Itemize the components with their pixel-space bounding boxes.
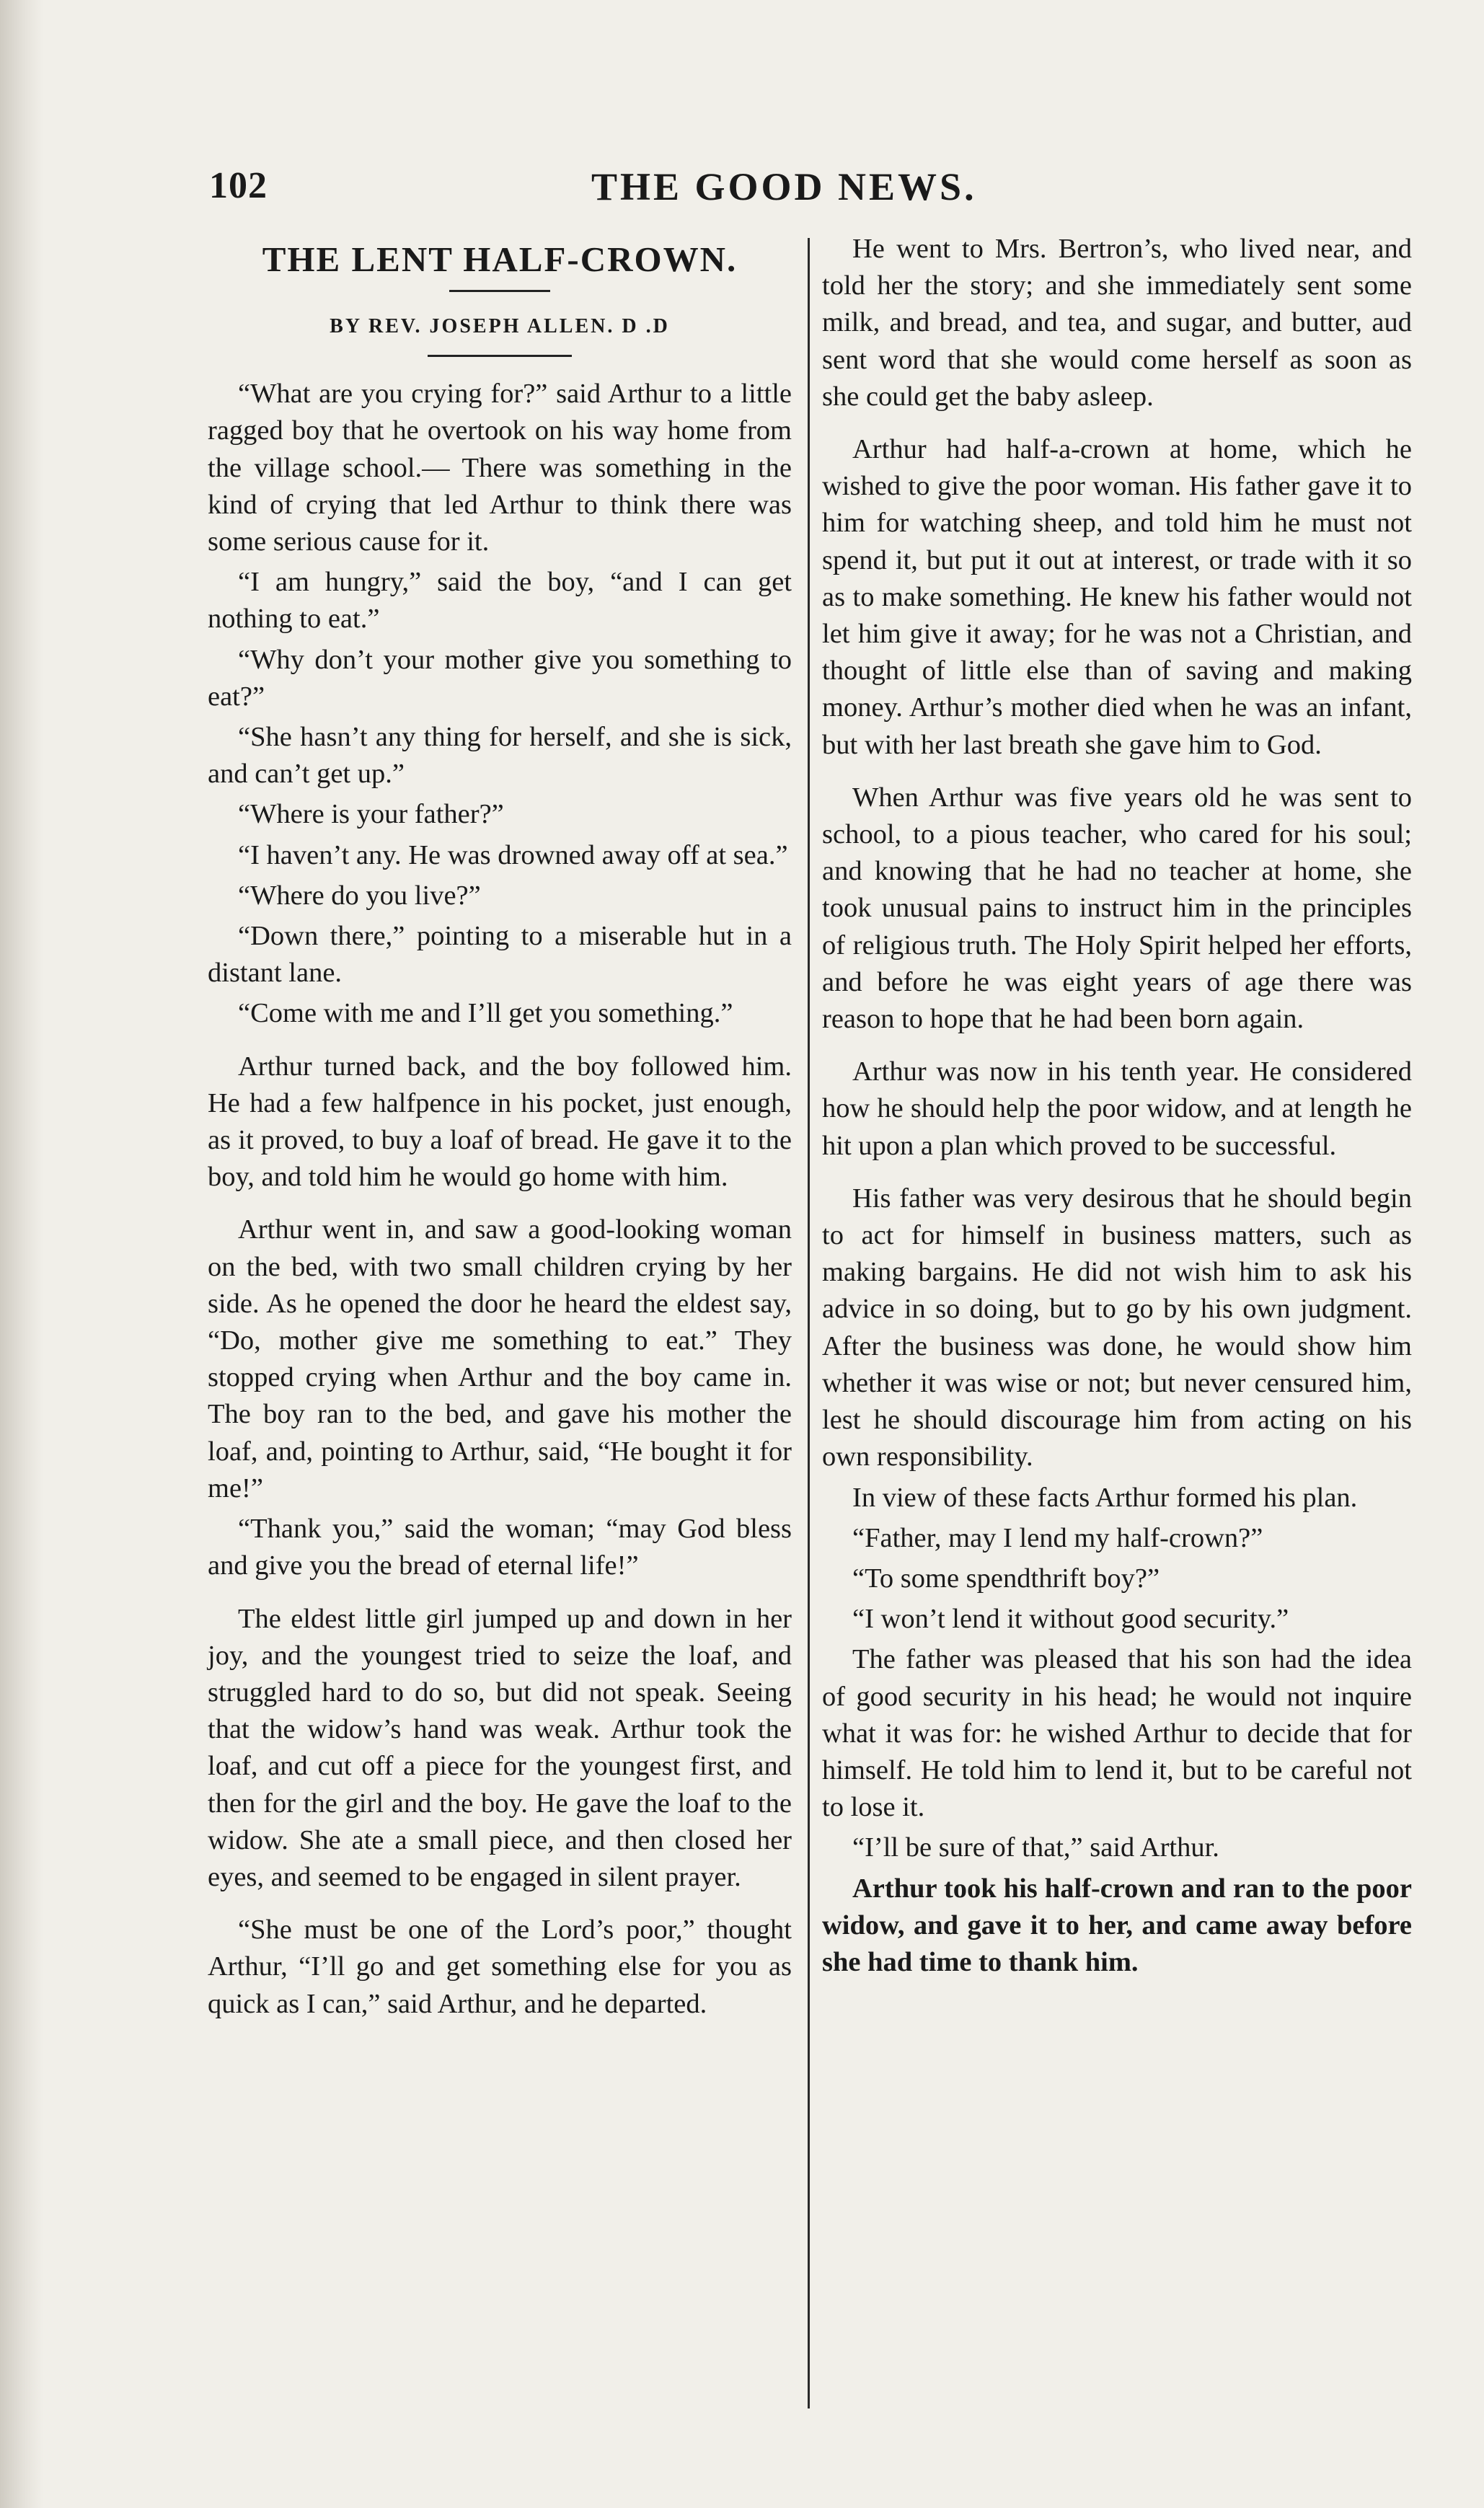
paragraph: Arthur took his half-crown and ran to the poor widow, and gave it to her, and came away before she had time to thank him.	[822, 1873, 1412, 1977]
paragraph: Arthur was now in his tenth year. He considered how he should help the poor widow, and at length he hit upon a plan which proved to be successful.	[822, 1056, 1412, 1161]
right-column	[822, 231, 1412, 1984]
paragraph: “She hasn’t any thing for herself, and she is sick, and can’t get up.”	[208, 722, 792, 790]
paragraph: His father was very desirous that he should begin to act for himself in business matters, such as making bargains. He did not wish him to ask his advice in so doing, but to go by his own judgment. After the business was done, he would show him whether it was wise or not; but never censured him, lest he should discourage him from acting on his own responsibility.	[822, 1183, 1412, 1472]
paragraph: “Father, may I lend my half-crown?”	[852, 1522, 1263, 1553]
paragraph: “To some spendthrift boy?”	[852, 1563, 1160, 1594]
paragraph: He went to Mrs. Bertron’s, who lived near, and told her the story; and she immediately sent some milk, and bread, and tea, and sugar, and butter, aud sent word that she would come herself as soon as she could get the baby asleep.	[822, 234, 1412, 412]
paragraph: “She must be one of the Lord’s poor,” thought Arthur, “I’ll go and get something else for you as quick as I can,” said Arthur, and he departed.	[208, 1915, 792, 2019]
paragraph: “I won’t lend it without good security.”	[852, 1604, 1289, 1635]
paragraph: The eldest little girl jumped up and down in her joy, and the youngest tried to seize the loaf, and struggled hard to do so, but did not speak. Seeing that the widow’s hand was weak. Arthur took the loaf, and cut off a piece for the youngest first, and then for the girl and the boy. He gave the loaf to the widow. She ate a small piece, and then closed her eyes, and seemed to be engaged in silent prayer.	[208, 1603, 792, 1892]
running-title: THE GOOD NEWS.	[591, 165, 977, 208]
article-title: THE LENT HALF-CROWN.	[262, 239, 738, 279]
paragraph: “Where is your father?”	[238, 799, 504, 830]
page-number: 102	[209, 165, 268, 206]
paragraph: “I am hungry,” said the boy, “and I can get nothing to eat.”	[208, 567, 792, 635]
page-header	[209, 164, 1348, 215]
article-byline: BY REV. JOSEPH ALLEN. D .D	[330, 315, 670, 337]
paragraph: When Arthur was five years old he was sent to school, to a pious teacher, who cared for his soul; and knowing that he had no teacher at home, she took unusual pains to instruct him in the principles of religious truth. The Holy Spirit helped her efforts, and before he was eight years of age there was reason to hope that he had been born again.	[822, 782, 1412, 1035]
paragraph: Arthur turned back, and the boy followed him. He had a few halfpence in his pocket, just enough, as it proved, to buy a loaf of bread. He gave it to the boy, and told him he would go home with him.	[208, 1051, 792, 1193]
paragraph: Arthur had half-a-crown at home, which he wished to give the poor woman. His father gave it to him for watching sheep, and told him he must not spend it, but put it out at interest, or trade with it so as to make something. He knew his father would not let him give it away; for he was not a Christian, and thought of little else than of saving and making money. Arthur’s mother died when he was an infant, but with her last breath she gave him to God.	[822, 434, 1412, 760]
paragraph: In view of these facts Arthur formed his plan.	[852, 1482, 1358, 1513]
paragraph: “Down there,” pointing to a miserable hut in a distant lane.	[208, 921, 792, 989]
page-binding-edge	[0, 0, 43, 2508]
paragraph: “I’ll be sure of that,” said Arthur.	[852, 1832, 1219, 1863]
byline-rule	[428, 355, 572, 357]
paragraph: “Why don’t your mother give you something to eat?”	[208, 644, 792, 712]
paragraph: “Thank you,” said the woman; “may God bless and give you the bread of eternal life!”	[208, 1514, 792, 1581]
title-rule	[449, 290, 550, 292]
paragraph: “What are you crying for?” said Arthur to a little ragged boy that he overtook on his way home from the village school.— There was something in the kind of crying that led Arthur to think there was some serious cause for it.	[208, 379, 792, 557]
paragraph: “Come with me and I’ll get you something.”	[238, 998, 733, 1029]
column-divider	[808, 238, 810, 2408]
paragraph: The father was pleased that his son had the idea of good security in his head; he would not inquire what it was for: he wished Arthur to decide that for himself. He told him to lend it, but to be careful not to lose it.	[822, 1644, 1412, 1823]
paragraph: “Where do you live?”	[238, 880, 481, 911]
paragraph: “I haven’t any. He was drowned away off at sea.”	[238, 839, 788, 870]
paragraph: Arthur went in, and saw a good-looking woman on the bed, with two small children crying by her side. As he opened the door he heard the eldest say, “Do, mother give me something to eat.” They stopped crying when Arthur and the boy came in. The boy ran to the bed, and gave his mother the loaf, and, pointing to Arthur, said, “He bought it for me!”	[208, 1214, 792, 1504]
left-column	[208, 231, 792, 2026]
